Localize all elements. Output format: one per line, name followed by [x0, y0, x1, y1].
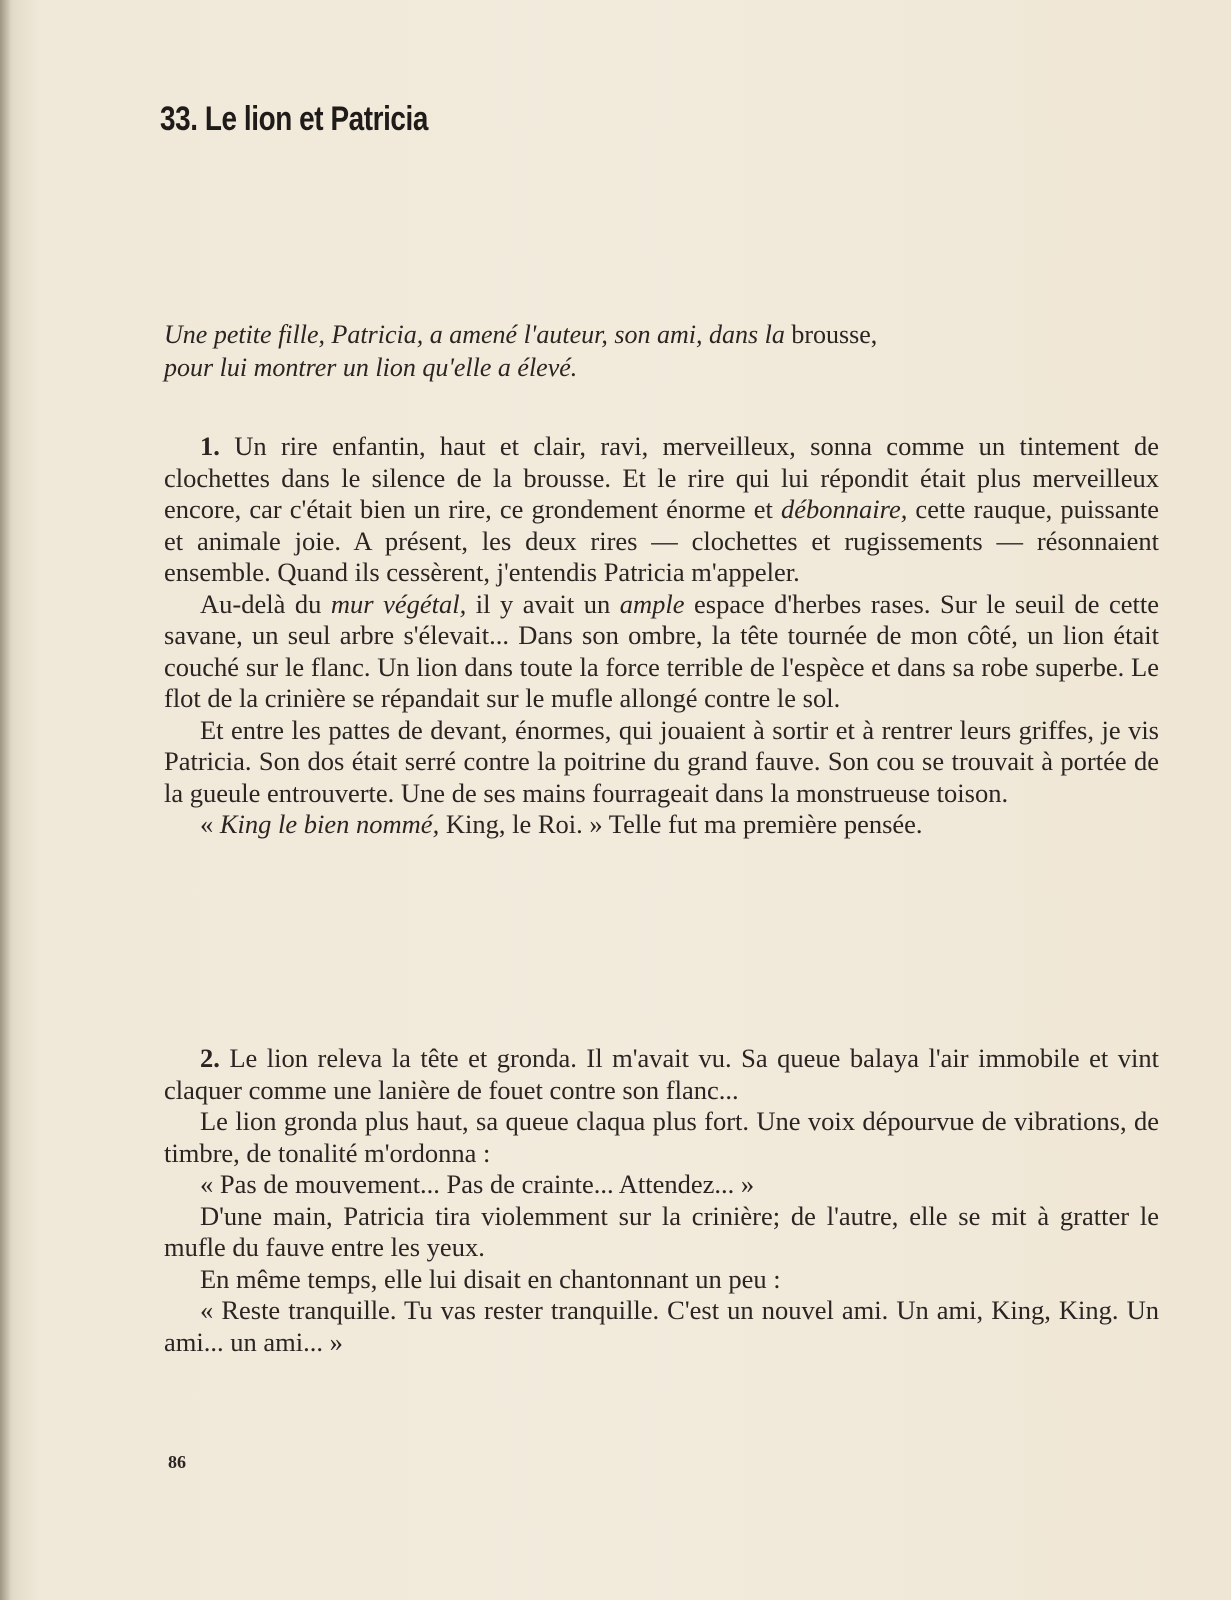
intro-roman-word: brousse,	[784, 320, 878, 349]
section-2-paragraph-5: En même temps, elle lui disait en chantonnant un peu :	[200, 1263, 781, 1294]
section-1-paragraph-4	[164, 809, 1159, 841]
section-1-p4-a: «	[200, 809, 220, 839]
chapter-heading: 33. Le lion et Patricia	[160, 100, 428, 138]
section-2-paragraph-4: D'une main, Patricia tira violemment sur la crinière; de l'autre, elle se mit à gratter le mufle du fauve entre les yeux.	[164, 1200, 1159, 1262]
section-2	[164, 1043, 1159, 1358]
section-1-paragraph-3: Et entre les pattes de devant, énormes, qui jouaient à sortir et à rentrer leurs griffes, je vis Patricia. Son dos était serré contre la poitrine du grand fauve. Son cou se trouvait à portée de la gueule entrouverte. Une de ses mains fourrageait dans la monstrueuse toison.	[164, 714, 1159, 808]
section-1-p4-b: King, le Roi. » Telle fut ma première pensée.	[439, 809, 923, 839]
page-spine-shadow	[0, 0, 10, 1600]
section-1-p2-emphasis-2: ample	[619, 588, 685, 619]
section-1-p2-a: Au-delà du	[200, 588, 331, 619]
intro-part1: Une petite fille, Patricia, a amené l'auteur, son ami, dans la	[164, 320, 785, 349]
page-number: 86	[168, 1452, 186, 1472]
intro-paragraph	[164, 318, 1159, 384]
section-2-paragraph-3: « Pas de mouvement... Pas de crainte... Attendez... »	[200, 1169, 755, 1199]
section-1	[164, 431, 1159, 841]
section-2-paragraph-6: « Reste tranquille. Tu vas rester tranquille. C'est un nouvel ami. Un ami, King, King. Un ami... un ami... »	[164, 1295, 1159, 1357]
section-1-paragraph-1	[164, 431, 1159, 589]
section-1-p2-c: espace d'herbes rases. Sur le seuil de cette savane, un seul arbre s'élevait... Dans son ombre, la tête tournée de mon côté, un lion était couché sur le flanc. Un lion dans toute la force terrible de l'espèce et dans sa robe superbe. Le flot de la crinière se répandait sur le mufle allongé contre le sol.	[164, 588, 1160, 713]
section-1-p2-b: il y avait un	[466, 588, 620, 619]
section-1-p4-emphasis: King le bien nommé,	[219, 809, 440, 839]
section-2-number: 2.	[200, 1043, 220, 1073]
section-1-p1-text: Un rire enfantin, haut et clair, ravi, merveilleux, sonna comme un tintement de clochettes dans le silence de la brousse. Et le rire qui lui répondit était plus merveilleux encore, car c'était bien un rire, ce grondement énorme et	[164, 431, 1159, 524]
section-1-number: 1.	[200, 431, 220, 461]
section-2-p1-text: Le lion releva la tête et gronda. Il m'avait vu. Sa queue balaya l'air immobile et vint claquer comme une lanière de fouet contre son flanc...	[164, 1043, 1159, 1105]
section-1-p1-emphasis: débonnaire,	[780, 494, 908, 524]
intro-part2: pour lui montrer un lion qu'elle a élevé.	[164, 353, 578, 382]
section-1-p1-end: cette rauque, puissante et animale joie. A présent, les deux rires — clochettes et rugissements — résonnaient ensemble. Quand ils cessèrent, j'entendis Patricia m'appeler.	[164, 494, 1159, 587]
section-1-paragraph-2	[164, 589, 1159, 715]
section-2-paragraph-1	[164, 1043, 1159, 1106]
section-1-p2-emphasis-1: mur végétal,	[330, 588, 467, 619]
section-2-paragraph-2: Le lion gronda plus haut, sa queue claqua plus fort. Une voix dépourvue de vibrations, de timbre, de tonalité m'ordonna :	[164, 1106, 1159, 1168]
